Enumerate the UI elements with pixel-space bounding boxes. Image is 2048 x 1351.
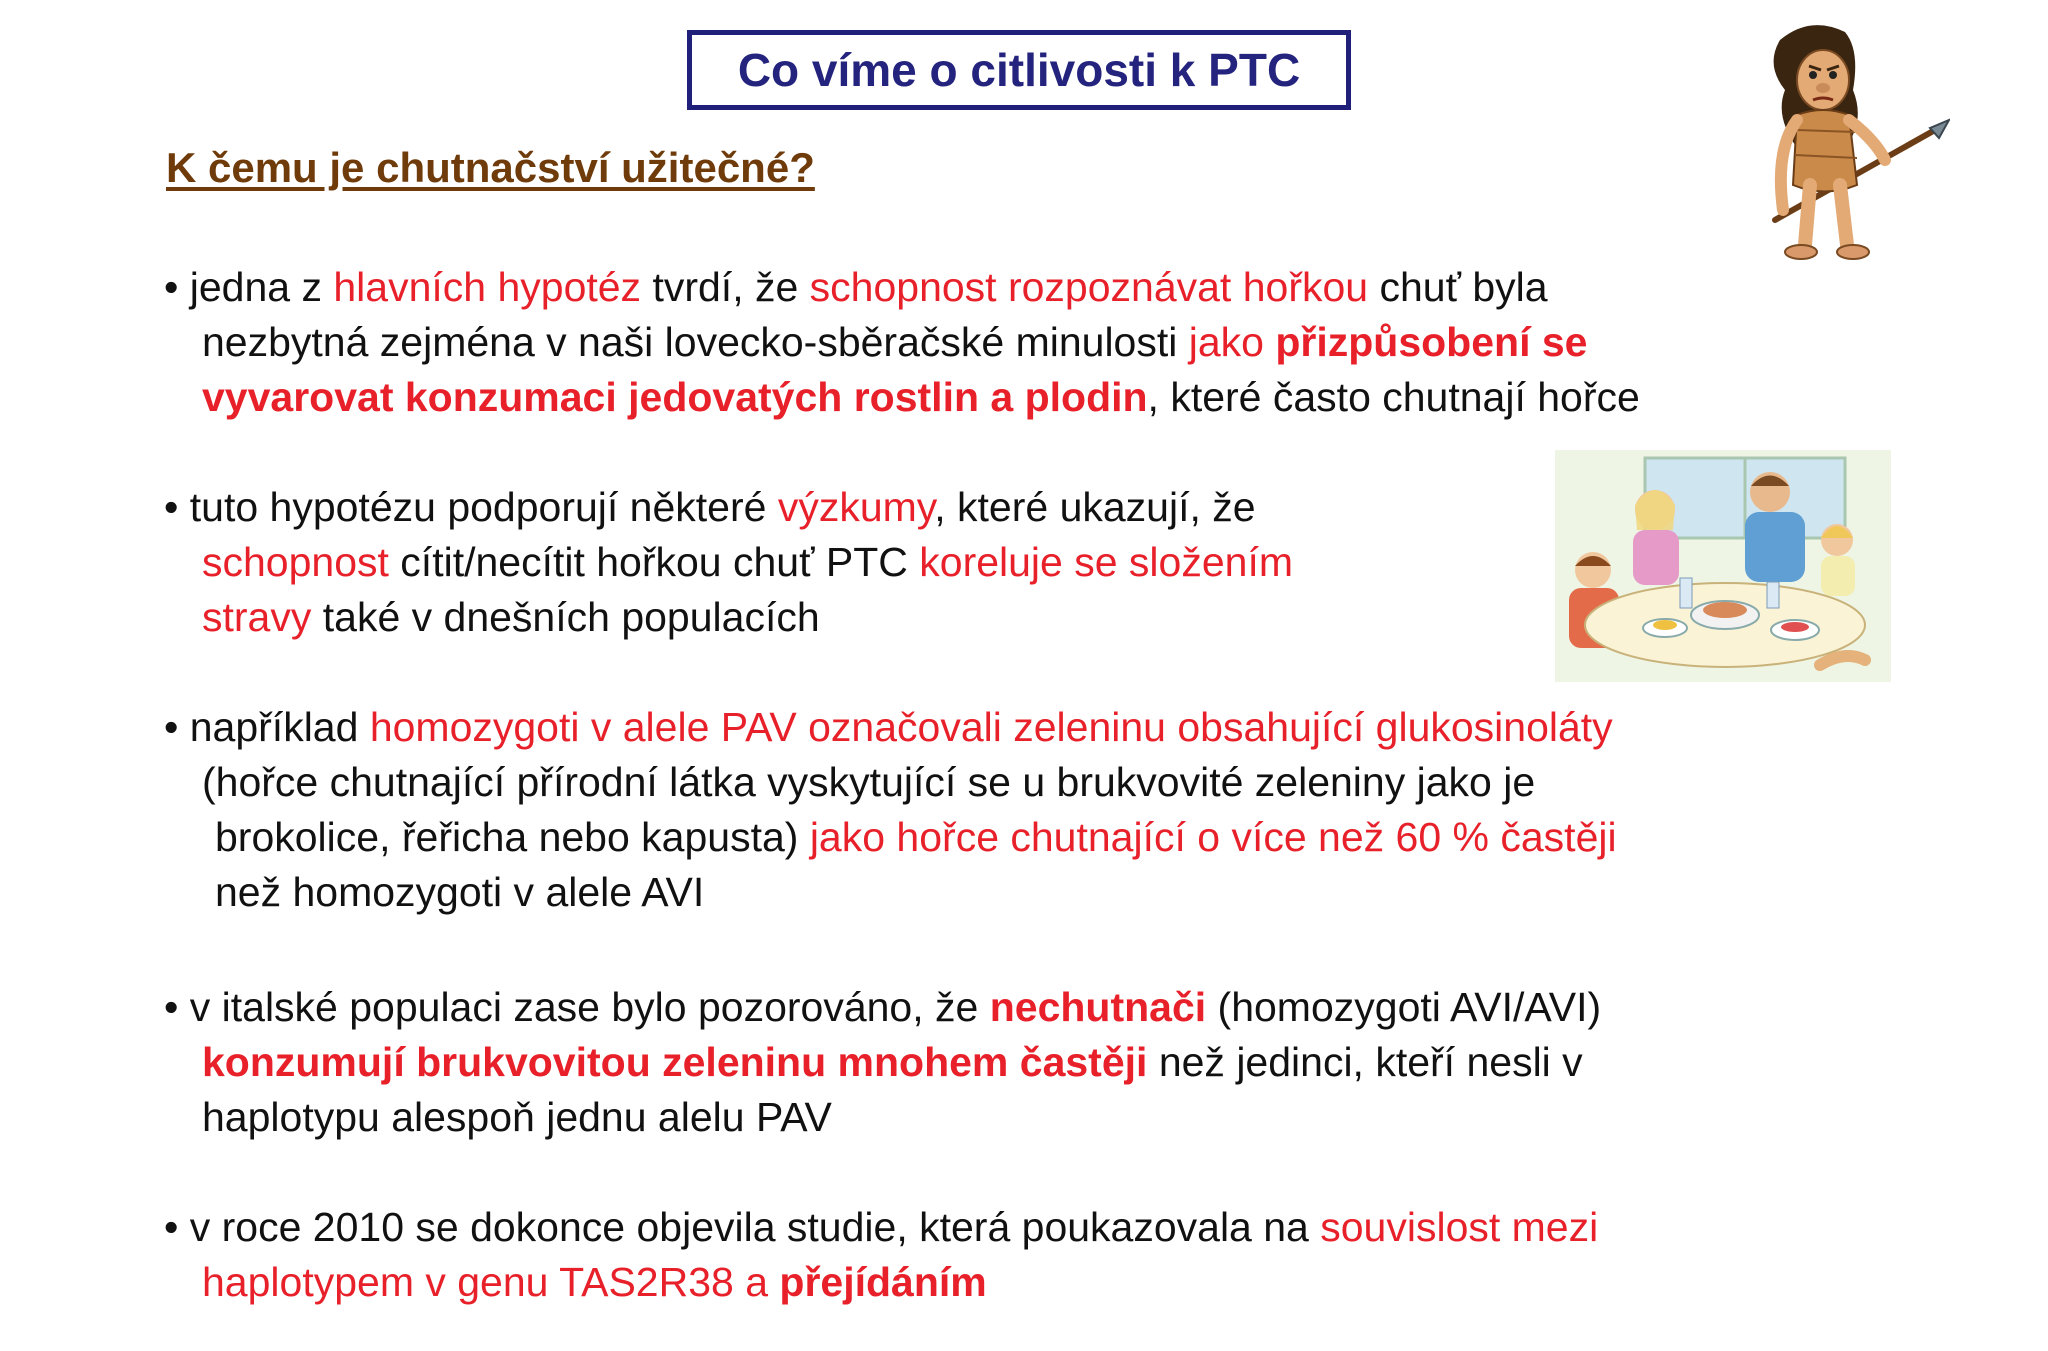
bullet-4-line-3: haplotypu alespoň jednu alelu PAV bbox=[202, 1094, 832, 1140]
bullet-3-line-3: brokolice, řeřicha nebo kapusta) jako hořce chutnající o více než 60 % častěji bbox=[215, 814, 1617, 860]
bullet-3-line-4: než homozygoti v alele AVI bbox=[215, 869, 705, 915]
bullet-5-line-1: • v roce 2010 se dokonce objevila studie, která poukazovala na souvislost mezi bbox=[164, 1204, 1599, 1250]
bullet-2-line-1: • tuto hypotézu podporují některé výzkumy, které ukazují, že bbox=[164, 484, 1256, 530]
bullet-3-line-2: (hořce chutnající přírodní látka vyskytující se u brukvovité zeleniny jako je bbox=[202, 759, 1536, 805]
bullet-3-line-1: • například homozygoti v alele PAV označovali zeleninu obsahující glukosinoláty bbox=[164, 704, 1613, 750]
bullet-2-line-3: stravy také v dnešních populacích bbox=[202, 594, 820, 640]
title-box bbox=[687, 30, 1351, 110]
family-dinner-illustration bbox=[1555, 450, 1891, 682]
bullet-5-line-2: haplotypem v genu TAS2R38 a přejídáním bbox=[202, 1259, 987, 1305]
bullet-4-line-2: konzumují brukvovitou zeleninu mnohem častěji než jedinci, kteří nesli v bbox=[202, 1039, 1583, 1085]
bullet-2-line-2: schopnost cítit/necítit hořkou chuť PTC koreluje se složením bbox=[202, 539, 1293, 585]
bullet-1-line-3: vyvarovat konzumaci jedovatých rostlin a plodin, které často chutnají hořce bbox=[202, 374, 1640, 420]
section-heading: K čemu je chutnačství užitečné? bbox=[166, 144, 815, 191]
bullet-4-line-1: • v italské populaci zase bylo pozorováno, že nechutnači (homozygoti AVI/AVI) bbox=[164, 984, 1602, 1030]
bullet-1-line-2: nezbytná zejména v naši lovecko-sběračské minulosti jako přizpůsobení se bbox=[202, 319, 1588, 365]
caveman-illustration bbox=[1735, 20, 1950, 270]
bullet-1-line-1: • jedna z hlavních hypotéz tvrdí, že schopnost rozpoznávat hořkou chuť byla bbox=[164, 264, 1548, 310]
page-title: Co víme o citlivosti k PTC bbox=[737, 44, 1301, 96]
